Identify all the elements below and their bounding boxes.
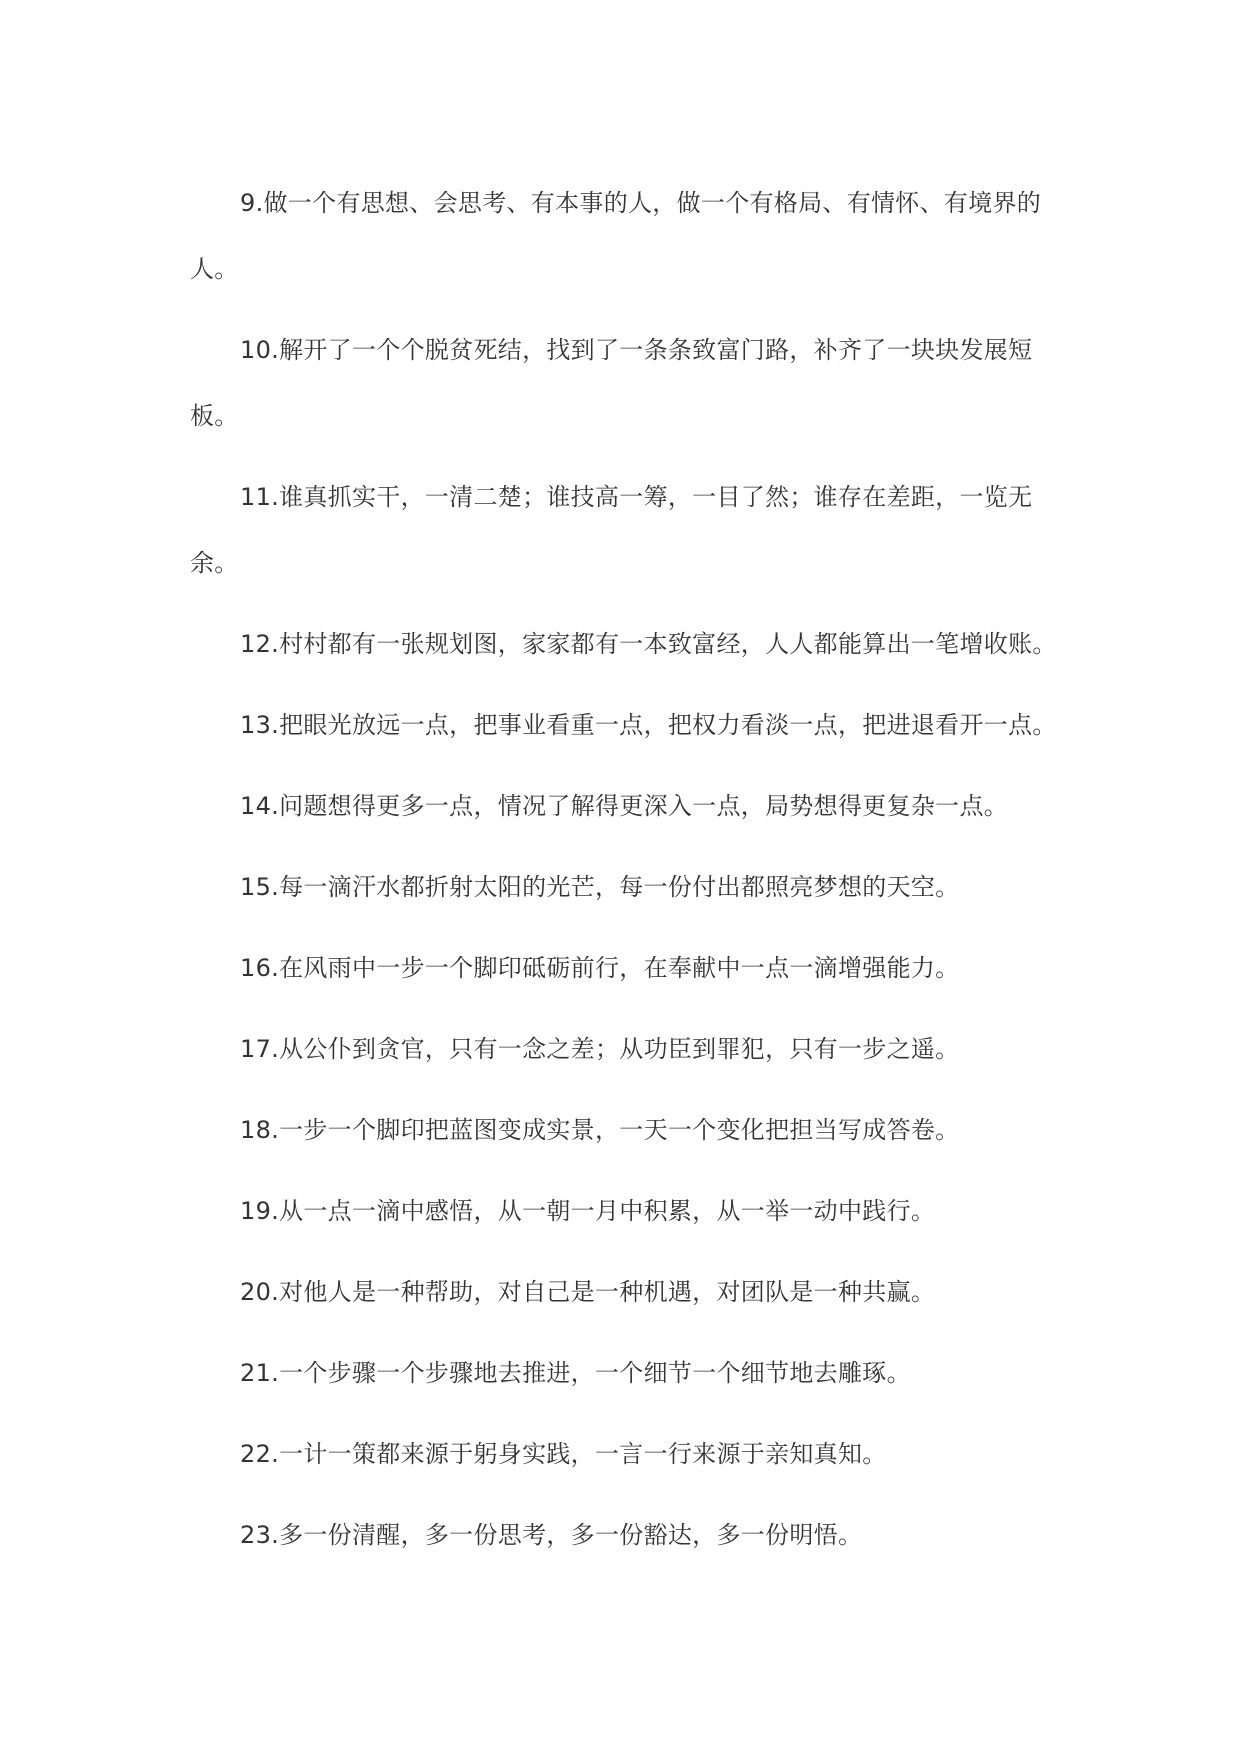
paragraph-20: 20.对他人是一种帮助，对自己是一种机遇，对团队是一种共赢。 (240, 1278, 936, 1306)
paragraph-18: 18.一步一个脚印把蓝图变成实景，一天一个变化把担当写成答卷。 (240, 1116, 960, 1144)
paragraph-11: 11.谁真抓实干，一清二楚；谁技高一筹，一目了然；谁存在差距，一览无余。 (190, 483, 1033, 577)
paragraph-16: 16.在风雨中一步一个脚印砥砺前行，在奉献中一点一滴增强能力。 (240, 954, 960, 982)
paragraph-14: 14.问题想得更多一点，情况了解得更深入一点，局势想得更复杂一点。 (240, 792, 1009, 820)
document-body (190, 170, 1070, 1583)
paragraph-15: 15.每一滴汗水都折射太阳的光芒，每一份付出都照亮梦想的天空。 (240, 873, 960, 901)
paragraph-12: 12.村村都有一张规划图，家家都有一本致富经，人人都能算出一笔增收账。 (240, 630, 1057, 658)
paragraph-22: 22.一计一策都来源于躬身实践，一言一行来源于亲知真知。 (240, 1440, 887, 1468)
paragraph-23: 23.多一份清醒，多一份思考，多一份豁达，多一份明悟。 (240, 1521, 863, 1549)
paragraph-13: 13.把眼光放远一点，把事业看重一点，把权力看淡一点，把进退看开一点。 (240, 711, 1057, 739)
paragraph-21: 21.一个步骤一个步骤地去推进，一个细节一个细节地去雕琢。 (240, 1359, 911, 1387)
paragraph-17: 17.从公仆到贪官，只有一念之差；从功臣到罪犯，只有一步之遥。 (240, 1035, 960, 1063)
paragraph-9: 9.做一个有思想、会思考、有本事的人，做一个有格局、有情怀、有境界的人。 (190, 189, 1042, 283)
paragraph-10: 10.解开了一个个脱贫死结，找到了一条条致富门路，补齐了一块块发展短板。 (190, 336, 1033, 430)
paragraph-19: 19.从一点一滴中感悟，从一朝一月中积累，从一举一动中践行。 (240, 1197, 936, 1225)
